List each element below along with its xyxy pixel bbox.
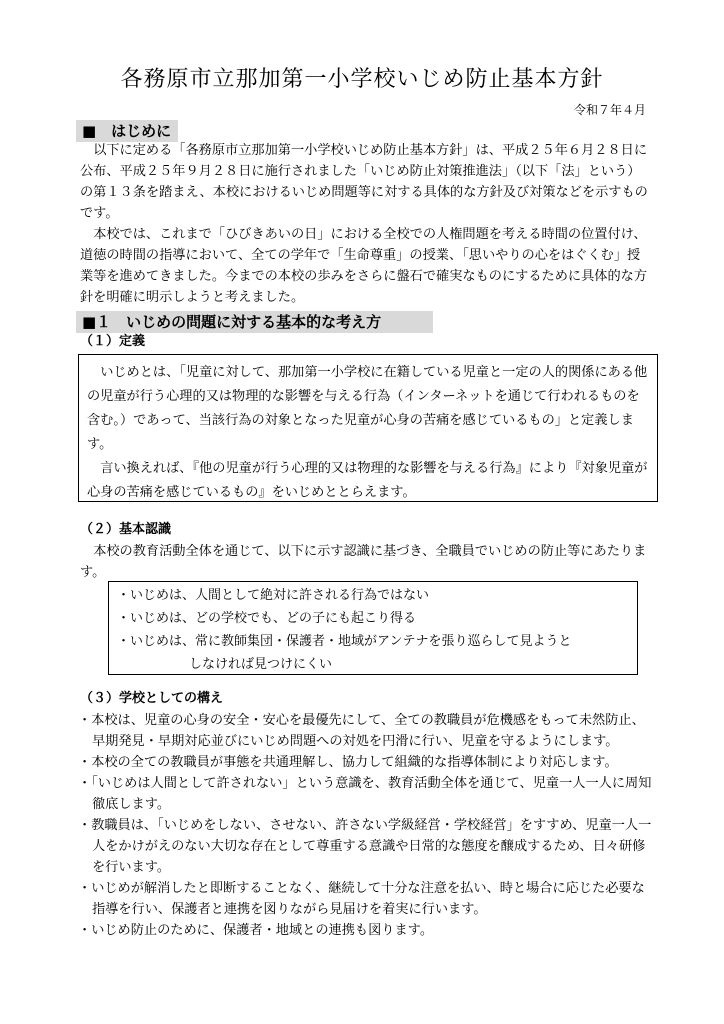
intro-paragraph: 以下に定める「各務原市立那加第一小学校いじめ防止基本方針」は、平成２５年６月２８日に公布、平成２５年９月２８日に施行されました「いじめ防止対策推進法」（以下「法」という）の第１３条を踏まえ、本校におけるいじめ問題等に対する具体的な方針及び対策などを示すものです。: [80, 143, 648, 221]
intro-paragraph: 本校では、これまで「ひびきあいの日」における全校での人権問題を考える時間の位置付け、道徳の時間の指導において、全ての学年で「生命尊重」の授業、「思いやりの心をはぐくむ」授業等を進めてきました。今までの本校の歩みをさらに盤石で確実なものにするために具体的な方針を明確に明示しようと考えました。: [80, 227, 648, 305]
document-title: 各務原市立那加第一小学校いじめ防止基本方針: [120, 67, 604, 92]
section1-heading: ■１ いじめの問題に対する基本的な考え方: [76, 311, 433, 333]
recognition-item-continuation: しなければ見つけにくい: [189, 657, 333, 672]
definition-paragraph: 言い換えれば、『他の児童が行う心理的又は物理的な影響を与える行為』により『対象児童が心身の苦痛を感じているもの』をいじめととらえます。: [87, 461, 648, 500]
stance-item: ・ 「いじめは人間として許されない」という意識を、教育活動全体を通じて、児童一人一人に周知徹底します。: [78, 773, 652, 815]
stance-item: ・ 教職員は、「いじめをしない、させない、許さない学級経営・学校経営」をすすめ、児童一人一人をかけがえのない大切な存在として尊重する意識や日常的な態度を醸成するため、日々研修を行います。: [78, 815, 652, 878]
recognition-box: [108, 581, 638, 675]
recognition-heading: （２）基本認識: [80, 522, 172, 537]
recognition-item: ・ いじめは、どの学校でも、どの子にも起こり得る: [117, 607, 629, 630]
stance-list: [78, 710, 652, 941]
intro-body: [80, 140, 650, 308]
intro-heading: ■ はじめに: [76, 120, 178, 142]
definition-heading: （１）定義: [80, 334, 146, 349]
recognition-item: ・ いじめは、常に教師集団・保護者・地域がアンテナを張り巡らして見ようと: [117, 630, 629, 653]
recognition-item: ・ いじめは、人間として絶対に許される行為ではない: [117, 584, 629, 607]
recognition-intro: [80, 541, 650, 583]
definition-paragraph: いじめとは、「児童に対して、那加第一小学校に在籍している児童と一定の人的関係にある他の児童が行う心理的又は物理的な影響を与える行為（インターネットを通じて行われるものを含む。）であって、当該行為の対象となった児童が心身の苦痛を感じているもの」と定義します。: [87, 365, 648, 452]
stance-item: ・ 本校の全ての教職員が事態を共通理解し、協力して組織的な指導体制により対応します。: [78, 752, 652, 773]
definition-box: [78, 354, 658, 502]
recognition-intro-text: 本校の教育活動全体を通じて、以下に示す認識に基づき、全職員でいじめの防止等にあたります。: [80, 544, 647, 580]
stance-item: ・ いじめ防止のために、保護者・地域との連携も図ります。: [78, 920, 652, 941]
recognition-list: [117, 584, 629, 676]
stance-item: ・ 本校は、児童の心身の安全・安心を最優先にして、全ての教職員が危機感をもって未然防止、早期発見・早期対応並びにいじめ問題への対処を円滑に行い、児童を守るようにします。: [78, 710, 652, 752]
stance-item: ・ いじめが解消したと即断することなく、継続して十分な注意を払い、時と場合に応じた必要な指導を行い、保護者と連携を図りながら見届けを着実に行います。: [78, 878, 652, 920]
document-date: 令和７年４月: [573, 103, 646, 117]
stance-heading: （３）学校としての構え: [80, 691, 224, 706]
